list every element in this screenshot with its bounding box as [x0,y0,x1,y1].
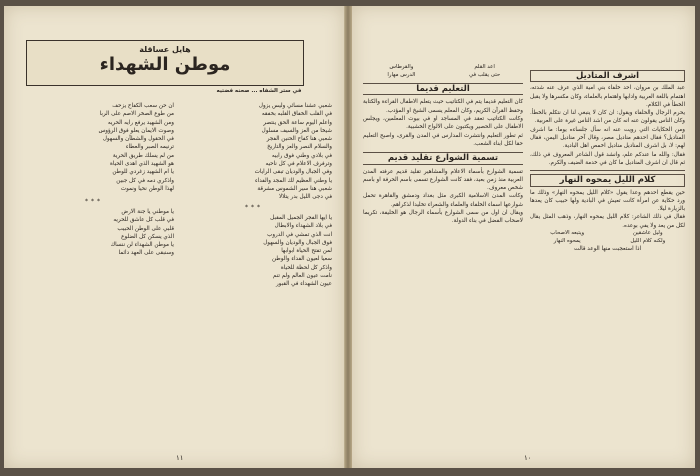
verse-line [363,72,523,80]
verse-line [530,230,685,238]
section-title-streets: تسمية الشوارع تقليد قديم [363,152,523,164]
section-title-night-talk: كلام الليل يمحوه النهار [530,174,685,186]
poem-line: وسنبقى على العهد دائما [118,250,174,257]
poem-title: موطن الشهداء [99,54,231,75]
poem-line: من لم يسلك طريق الحرية [112,152,174,159]
section-verse-night-talk [530,230,685,245]
section-title-education: التعليم قديما [363,83,523,95]
poem-line: قلبي على الوطن الحبيب [117,225,174,232]
poem-line: وصوت الايمان يعلو فوق الرؤوس [98,127,174,134]
poem-line: يا ام الشهيد زغردي للوطن [112,169,174,176]
poem-line: واذكري دمه في كل جبين [116,177,174,184]
paragraph: فقال: والله ما عندكم علم، وانشد قول الشاعر المعروف في ذلك، ثم قال ان اشرف المناديل ما كان في خدمة الضيف والكرم. [530,151,685,166]
poem-line: وترفرف الاعلام في كل ناحيه [265,161,332,168]
poem-line: يا موطن الشهداء لن ننساك [110,242,174,249]
poem-column-left [22,102,174,193]
section-body-night-talk [530,189,685,230]
poem-line: فوق الجبال والوديان والسهول [263,239,332,246]
poem-line: في بلاد الشهداء والابطال [274,223,332,230]
verse-hemistich: وليل عاشقين [633,230,663,237]
poem-line: شيخا من العز والسيف مسلول [261,127,332,134]
paragraph: كان التعليم قديما يتم في الكتاتيب حيث يتعلم الاطفال القراءة والكتابة وحفظ القرآن الكريم، وكان المعلم يسمى الشيخ او المؤدب. [363,99,523,114]
poem-line: هو الشهيد الذي اهدى الحياة [110,161,174,168]
poem-line: شعبي عشنا مسائي وليس يزول [258,103,332,109]
right-column [530,68,685,254]
poem-header-box [26,40,304,86]
poem-line: لمن تفتح الحياة ابوابها [281,248,332,255]
section-end-night-talk: اذا استعجبت منها الوعد قالت [573,246,642,253]
poem-line: في بلادي وطني فوق رابيه [271,152,332,159]
section-body-education [363,98,523,148]
stars-divider-2: *** [85,198,103,205]
paragraph: يحرم الرجال والحلفاء ويقول: ان كان لا ينبغي لنا ان نتكلم بالخطأ. وكان الناس يقولون عنه انه كان من اشد الناس غيرة على العربية. [530,110,685,125]
poem-line: والسلام النصر والعز والتاريخ [267,144,332,151]
verse-hemistich: يمحوه النهار [553,237,581,244]
left-page [4,6,345,468]
verse-line [530,238,685,246]
poem-column-left-2 [22,208,174,258]
poem-line: واعلم اليوم ساعة الحق ينتصر [263,119,332,126]
poem-line: يا موطني يا جنة الارض [121,209,174,215]
poem-line: شعبي هنا كفاح الحنين الفجر [266,136,332,143]
left-column [363,62,523,226]
section-title-manadil: اشرف المتاديل [530,70,685,82]
paragraph: ثم تطور التعليم وانتشرت المدارس في المدن والقرى، واصبح التعليم حقا لكل ابناء الشعب. [363,132,523,147]
paragraph: تسمية الشوارع بأسماء الاعلام والمشاهير تقليد قديم عرفته المدن العربية منذ زمن بعيد، فقد كانت الشوارع تسمى باسم الحرفة او باسم شخص معروف. [363,168,523,192]
right-page [352,6,695,468]
poem-author: هايل عساقلة [139,45,191,54]
poem-line: يا ايها الفجر الجميل المقبل [270,215,332,221]
poem-line: يا وطني العظيم لك المجد والفداء [255,177,332,184]
poem-line: شعبي هنا سير الشموس مشرقة [257,185,332,192]
poem-line: انت الذي تمشي في الدروب [267,231,332,238]
poem-column-right-2 [182,214,332,289]
page-number-left: ١١ [176,454,184,462]
poem-line: سعيا لعيون الفداء والوطن [272,256,332,263]
page-number-right: ١٠ [524,454,532,462]
poem-line: لهذا الوطن نحيا ونموت [120,185,174,192]
poem-line: في القلب الخفاق القلبه بخفقه [261,111,332,118]
paragraph: حين يقطع احدهم وعدا يقول «كلام الليل يمحوه النهار» وذلك ما ورد حكاية عن امرأة كانت تعيش في البادية ولها حبيب كان يعدها بالزيارة ليلا. [530,189,685,213]
verse-hemistich: والقرطاس [389,64,414,70]
verse-hemistich: حتى يقلب في [468,71,501,78]
verse-line [363,64,523,72]
poem-line: ومن الشهيد يرفع رايه الحريه [107,119,174,126]
verse-hemistich: اعد القلم [474,64,495,70]
paragraph: ويقال ان اول من سمى الشوارع بأسماء الرجال هو الخليفة، تكريما لاصحاب الفضل في بناء الدولة. [363,210,523,225]
verse-hemistich: ولكنه كلام الليل [630,237,666,244]
poem-line: في قلب كل عاشق للحريه [113,217,174,224]
poem-column-right [182,102,332,202]
section-body-manadil [530,84,685,167]
poem-line: عيون الشهداء في القبور [275,281,332,288]
poem-line: في الحقول والشطآن والسهول [102,136,174,143]
poem-line: وفي الجبال والوديان تبقى الرايات [254,169,332,176]
poem-line: ترنيمه الصبر والعطاء [125,144,174,151]
poem-line: نامت عيون العالم ولم تنم [272,273,332,280]
verse-hemistich: الدرس مهارا [387,71,416,78]
stars-divider: *** [245,204,263,211]
poem-line: ان حن سعب الكفاح يزحف [112,103,174,109]
section-verse-education [363,64,523,79]
paragraph: وكانت الكتاتيب تعقد في المساجد او في بيوت المعلمين، ويجلس الاطفال على الحصير ويكتبون على الالواح الخشبية. [363,116,523,131]
poem-line: واذكر كل لحظة للحياة [280,264,332,271]
paragraph: وكانت المدن الاسلامية الكبرى مثل بغداد ودمشق والقاهرة تحمل شوارعها اسماء الخلفاء والعلماء والشعراء تخليدا لذكراهم. [363,193,523,208]
paragraph: عبد الملك بن مروان، احد خلفاء بني امية الذي عرف عنه شدته، اهتمام باللغة العربية وادابها واهتمام بالعلماء، وكان مكسرها ولا يقبل الخطأ في الكلام. [530,85,685,108]
poem-line: من طوع الصخر الاصم على الربا [99,111,174,118]
poem-line: في دجى الليل بدر يتلالا [278,194,332,201]
book-spine [344,6,352,468]
paragraph: ومن الحكايات التي رويت عنه انه سأل جلساءه يوما: ما اشرف المناديل؟ فقال احدهم مناديل مصر، وقال آخر مناديل اليمن، فقال لهم: لا، بل اشرف المناديل مناديل اخمص اهل البادية. [530,126,685,150]
paragraph: فقال في ذلك الشاعر: كلام الليل يمحوه النهار، وذهب المثل يقال لكل من يعد ولا يفي بوعده. [530,214,685,229]
verse-hemistich: ويتبعه الاصحاب [550,230,585,237]
section-body-streets [363,168,523,226]
poem-subhead: في ستر الشفاه ... صحنه فضتيه [216,88,302,94]
poem-line: الذي يسكن كل الضلوع [121,233,174,240]
